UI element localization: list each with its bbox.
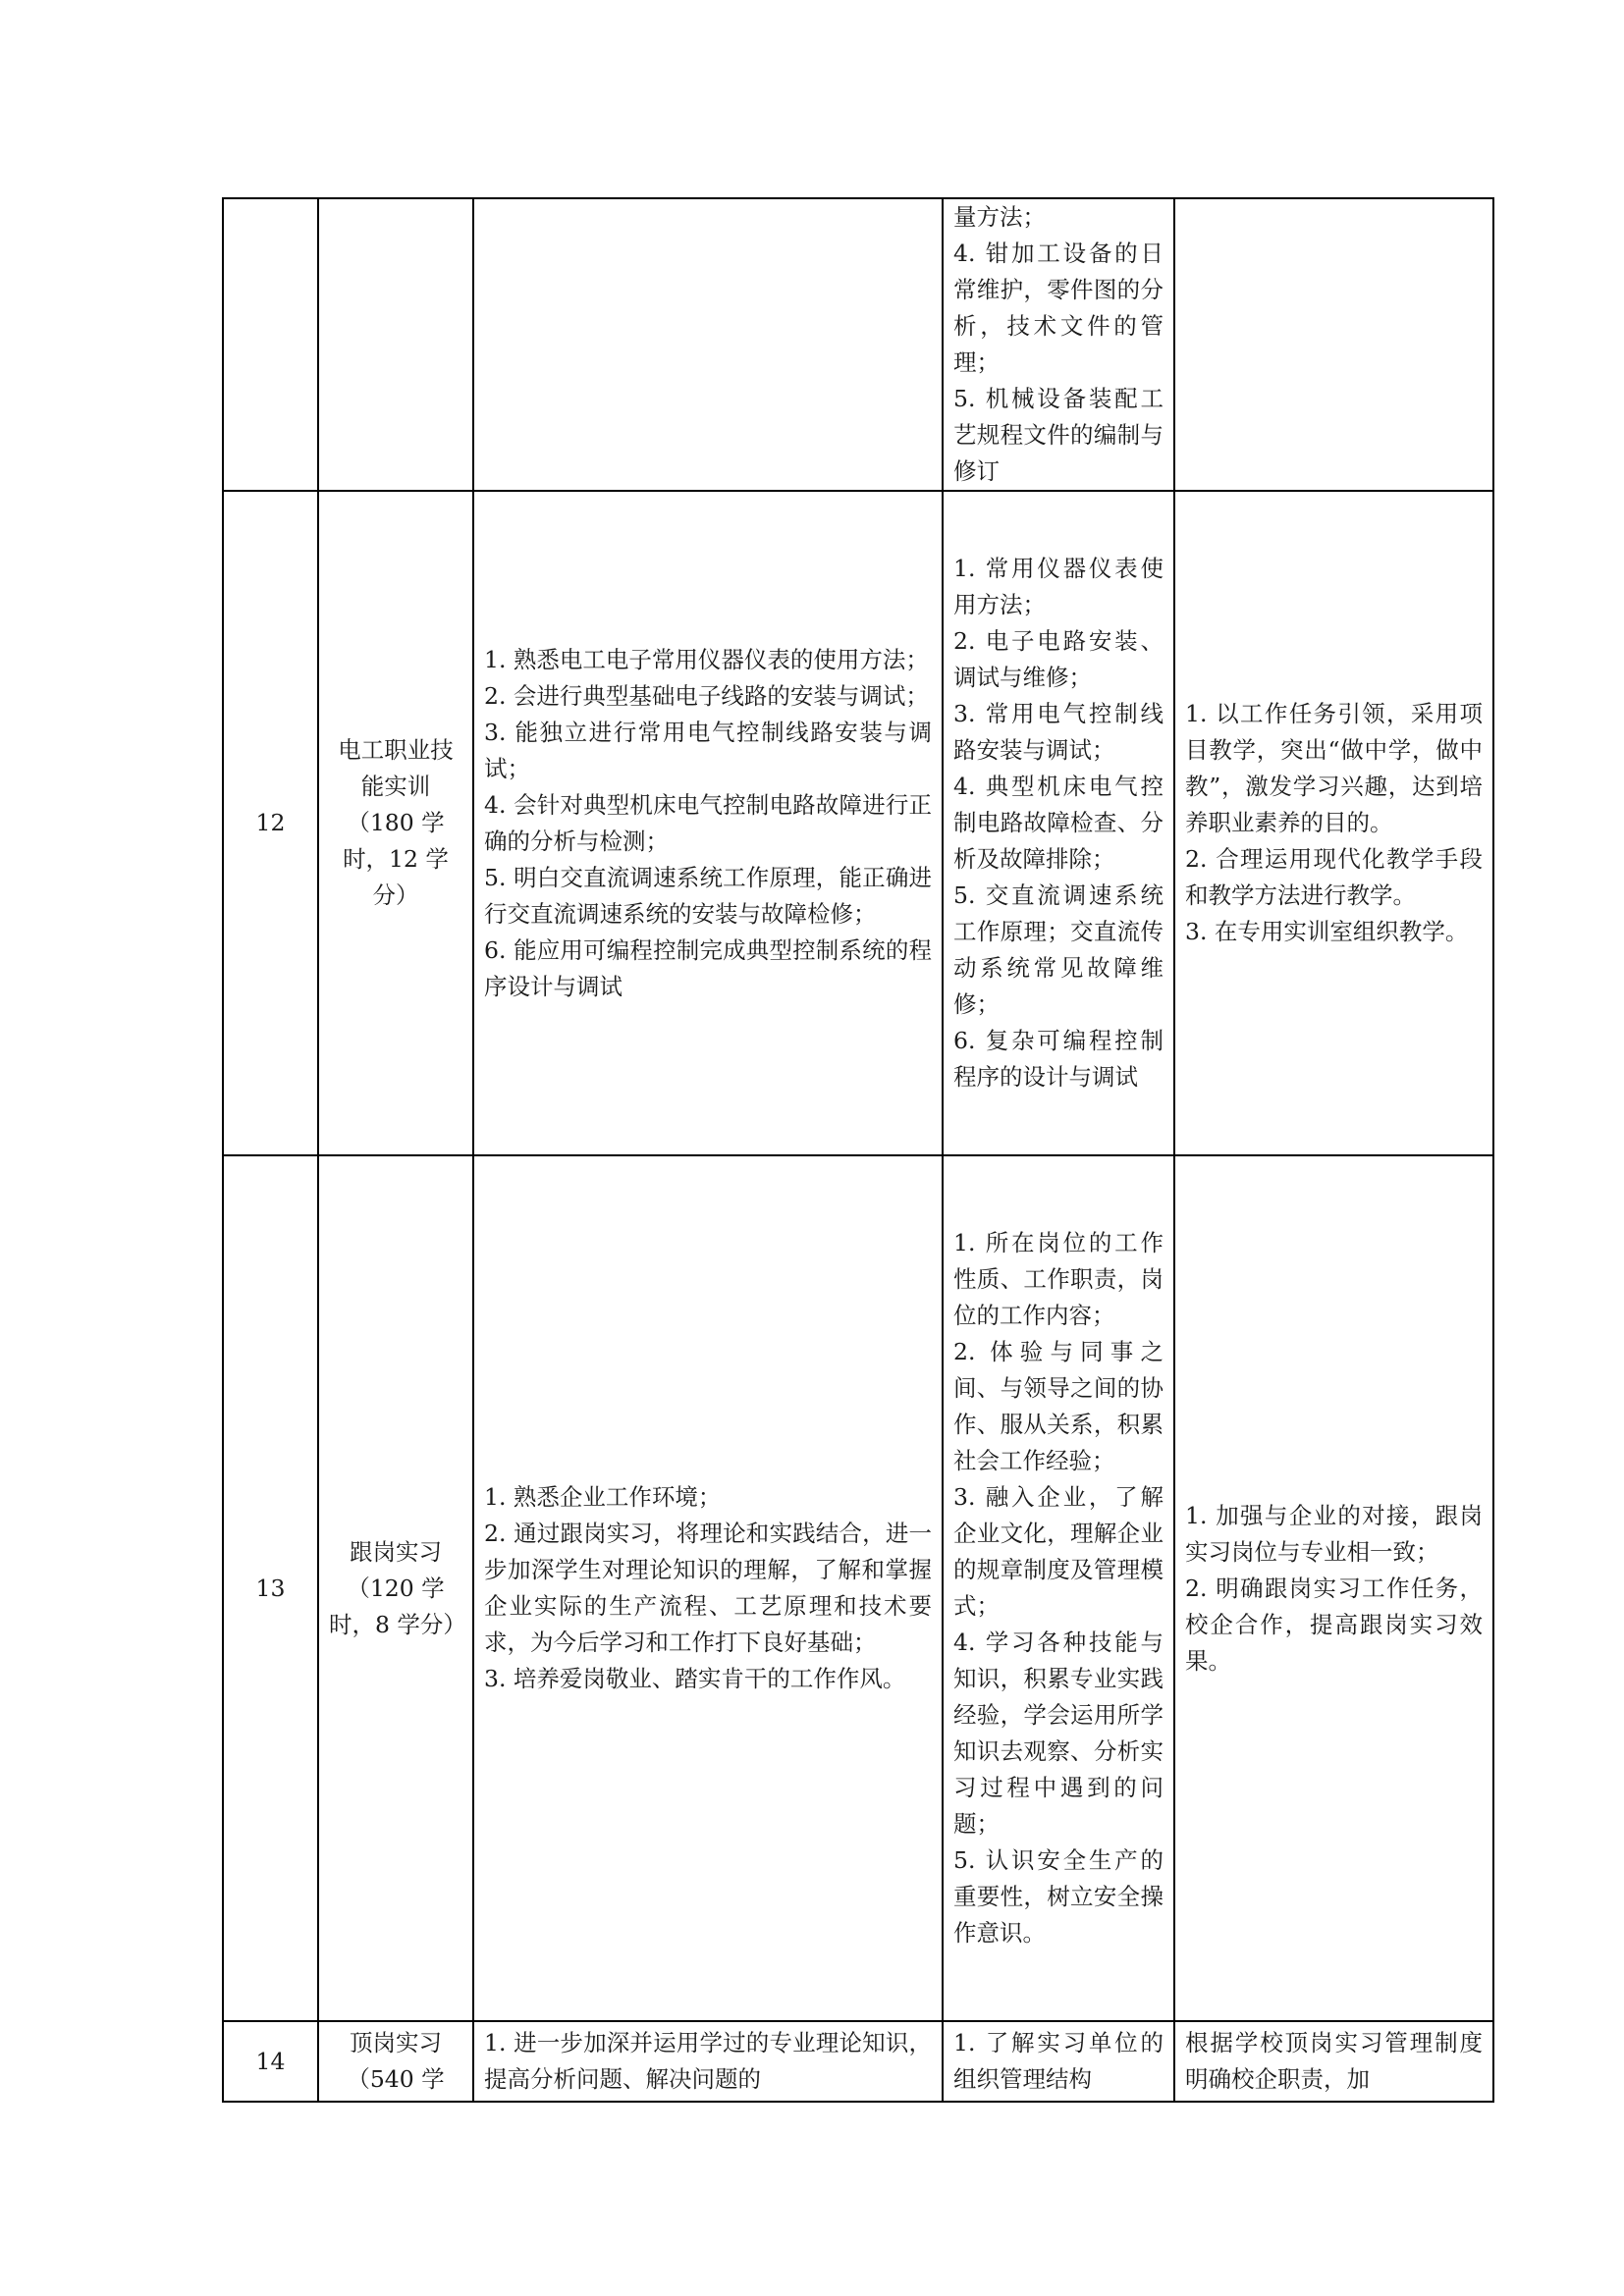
objective-item: 1. 熟悉企业工作环境； [484,1483,722,1511]
course-name: 跟岗实习 [350,1537,442,1566]
content-item: 2. 电子电路安装、调试与维修； [953,627,1164,691]
course-table [222,197,1494,2103]
content-item: 1. 常用仪器仪表使用方法； [953,555,1164,618]
objective-item: 4. 会针对典型机床电气控制电路故障进行正确的分析与检测； [484,790,932,855]
course-name-cell [318,2021,473,2102]
objectives-cell [473,1155,943,2021]
content-item: 5. 交直流调速系统工作原理；交直流传动系统常见故障维修； [953,881,1164,1018]
table-row [223,491,1493,1155]
course-name: 顶岗实习 [350,2029,442,2056]
content-item: 量方法； [953,203,1046,231]
objectives-cell [473,491,943,1155]
content-item: 6. 复杂可编程控制程序的设计与调试 [953,1027,1164,1091]
course-hours: （540 学 [347,2065,445,2093]
content-item: 4. 典型机床电气控制电路故障检查、分析及故障排除； [953,773,1164,873]
content-item: 5. 机械设备装配工艺规程文件的编制与修订 [953,385,1164,485]
content-item: 2. 体验与同事之间、与领导之间的协作、服从关系，积累社会工作经验； [953,1338,1164,1474]
requirements-cell [1174,2021,1493,2102]
objectives-cell [473,2021,943,2102]
course-name-cell [318,491,473,1155]
requirements-cell [1174,1155,1493,2021]
content-item: 1. 所在岗位的工作性质、工作职责，岗位的工作内容； [953,1229,1164,1329]
course-hours: （180 学时，12 学分） [343,809,449,909]
row-number-cell [223,198,318,491]
content-cell [943,491,1174,1155]
content-item: 3. 常用电气控制线路安装与调试； [953,700,1164,764]
objective-item: 3. 能独立进行常用电气控制线路安装与调试； [484,718,932,782]
course-name-cell [318,198,473,491]
row-number: 14 [223,2021,318,2102]
table-row [223,2021,1493,2102]
content-item: 5. 认识安全生产的重要性，树立安全操作意识。 [953,1846,1164,1947]
objective-item: 6. 能应用可编程控制完成典型控制系统的程序设计与调试 [484,935,932,1000]
objective-item: 2. 会进行典型基础电子线路的安装与调试； [484,681,929,710]
requirement-item: 根据学校顶岗实习管理制度明确校企职责，加 [1185,2029,1483,2093]
content-item: 4. 钳加工设备的日常维护，零件图的分析，技术文件的管理； [953,240,1164,376]
course-hours: （120 学时，8 学分） [329,1574,466,1638]
objective-item: 1. 进一步加深并运用学过的专业理论知识，提高分析问题、解决问题的 [484,2029,932,2093]
row-number: 13 [223,1155,318,2021]
table-row [223,198,1493,491]
requirements-cell [1174,198,1493,491]
objective-item: 5. 明白交直流调速系统工作原理，能正确进行交直流调速系统的安装与故障检修； [484,863,932,928]
requirement-item: 2. 合理运用现代化教学手段和教学方法进行教学。 [1185,845,1483,909]
requirement-item: 3. 在专用实训室组织教学。 [1185,918,1469,945]
content-item: 1. 了解实习单位的组织管理结构 [953,2029,1164,2093]
objective-item: 2. 通过跟岗实习，将理论和实践结合，进一步加深学生对理论知识的理解，了解和掌握企业实际的生产流程、工艺原理和技术要求，为今后学习和工作打下良好基础； [484,1520,932,1656]
requirement-item: 1. 加强与企业的对接，跟岗实习岗位与专业相一致； [1185,1501,1483,1566]
requirement-item: 2. 明确跟岗实习工作任务，校企合作，提高跟岗实习效果。 [1185,1574,1483,1675]
content-cell [943,2021,1174,2102]
objective-item: 1. 熟悉电工电子常用仪器仪表的使用方法； [484,645,929,673]
course-name: 电工职业技能实训 [338,736,454,800]
row-number: 12 [223,491,318,1155]
objective-item: 3. 培养爱岗敬业、踏实肯干的工作作风。 [484,1665,906,1692]
table-row [223,1155,1493,2021]
requirements-cell [1174,491,1493,1155]
objectives-cell [473,198,943,491]
content-cell [943,198,1174,491]
content-item: 3. 融入企业，了解企业文化，理解企业的规章制度及管理模式； [953,1483,1164,1620]
course-name-cell [318,1155,473,2021]
content-cell [943,1155,1174,2021]
content-item: 4. 学习各种技能与知识，积累专业实践经验，学会运用所学知识去观察、分析实习过程中遇到的问题； [953,1629,1164,1838]
requirement-item: 1. 以工作任务引领，采用项目教学，突出“做中学，做中教”，激发学习兴趣，达到培养职业素养的目的。 [1185,700,1483,836]
